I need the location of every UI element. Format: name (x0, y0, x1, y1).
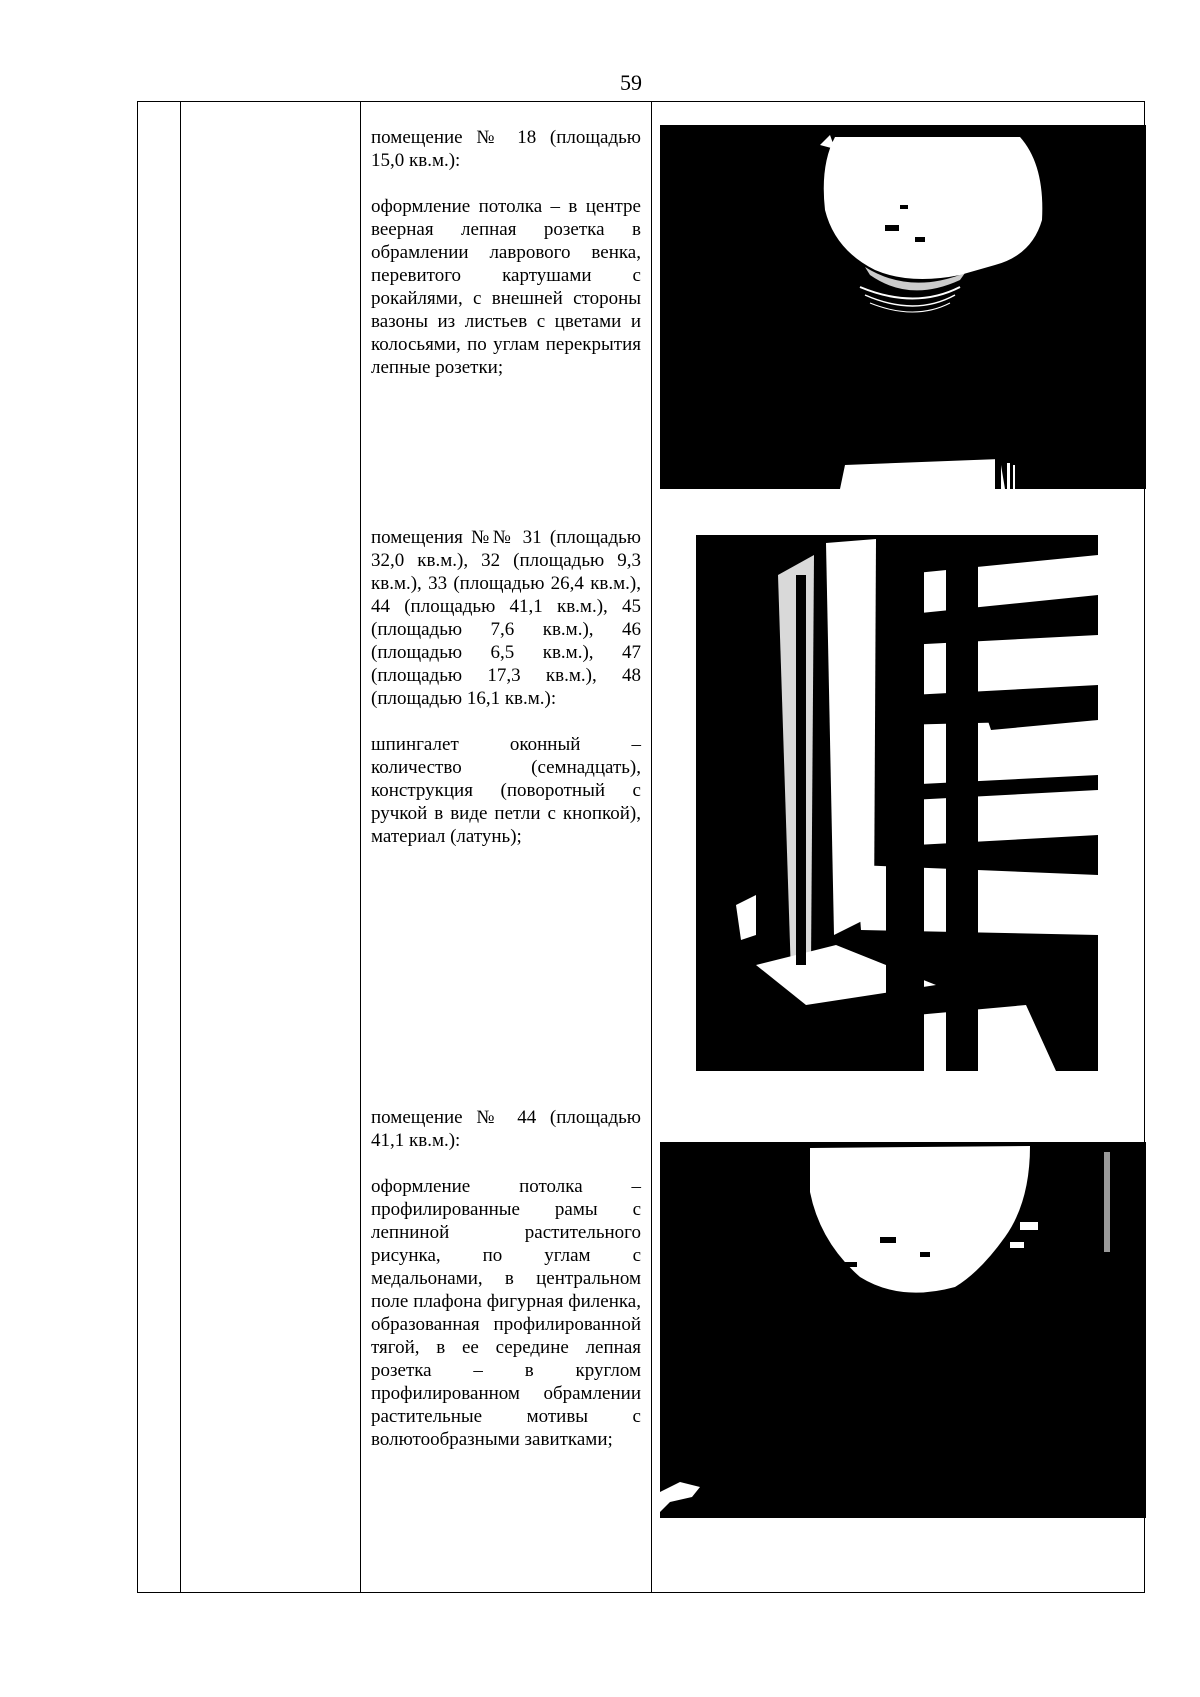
column-divider-3 (651, 102, 652, 1592)
room-44-text (371, 1106, 641, 1451)
room-18-description: оформление потолка – в центре веерная лепная розетка в обрамлении лаврового венка, перевитого картушами с рокайлями, с внешней стороны вазоны из листьев с цветами и колосьями, по углам перекрытия лепные розетки; (371, 196, 641, 378)
room-18-text (371, 126, 641, 379)
monument-items-table (137, 101, 1145, 1593)
rooms-31-48-heading: помещения №№ 31 (площадью 32,0 кв.м.), 32 (площадью 9,3 кв.м.), 33 (площадью 26,4 кв.м.), 44 (площадью 41,1 кв.м.), 45 (площадью 7,6 кв.м.), 46 (площадью 6,5 кв.м.), 47 (площадью 17,3 кв.м.), 48 (площадью 16,1 кв.м.): (371, 527, 641, 709)
room-44-description: оформление потолка – профилированные рамы с лепниной растительного рисунка, по углам с медальонами, в центральном поле плафона фигурная филенка, образованная профилированной тягой, в ее середине лепная розетка – в круглом профилированном обрамлении растительные мотивы с волютообразными завитками; (371, 1176, 641, 1450)
window-latch-photo (696, 535, 1098, 1071)
room-18-heading: помещение № 18 (площадью 15,0 кв.м.): (371, 127, 641, 171)
ceiling-medallion-photo (660, 1142, 1146, 1518)
ceiling-rosette-photo (660, 125, 1146, 489)
column-divider-1 (180, 102, 181, 1592)
rooms-31-48-description: шпингалет оконный – количество (семнадцать), конструкция (поворотный с ручкой в виде петли с кнопкой), материал (латунь); (371, 734, 641, 847)
column-divider-2 (360, 102, 361, 1592)
rooms-31-48-text (371, 526, 641, 848)
page-number: 59 (620, 70, 642, 95)
room-44-heading: помещение № 44 (площадью 41,1 кв.м.): (371, 1107, 641, 1151)
